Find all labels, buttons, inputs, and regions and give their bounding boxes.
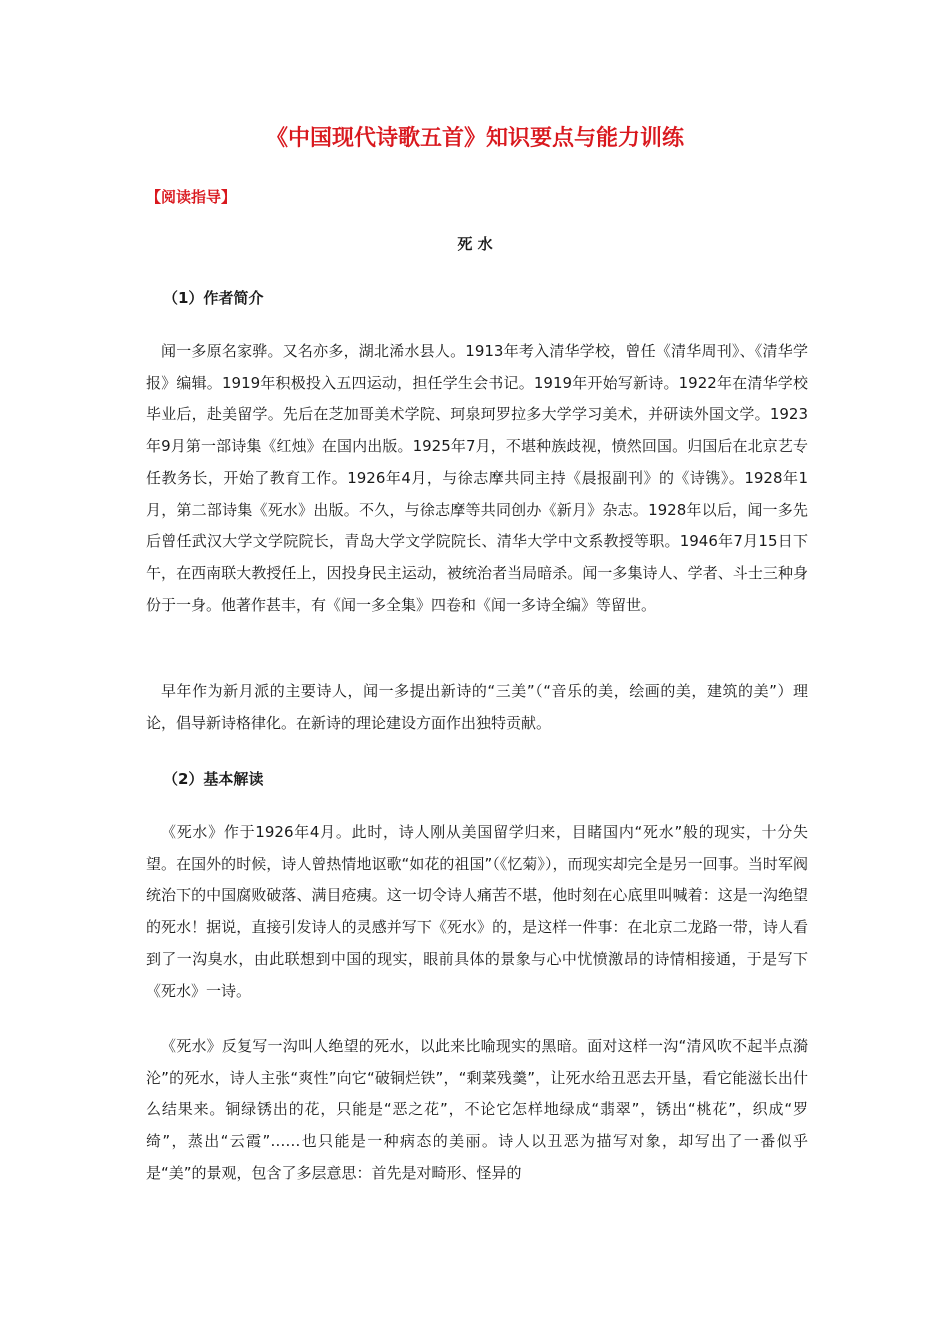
analysis-paragraph: 《死水》反复写一沟叫人绝望的死水，以此来比喻现实的黑暗。面对这样一沟“清风吹不起半点漪沦”的死水，诗人主张“爽性”向它“破铜烂铁”，“剩菜残羹”，让死水给丑恶去开垦，看它能滋长出什么结果来。铜绿锈出的花，只能是“恶之花”，不论它怎样地绿成“翡翠”，锈出“桃花”，织成“罗绮”，蒸出“云霞”……也只能是一种病态的美丽。诗人以丑恶为描写对象，却写出了一番似乎是“美”的景观，包含了多层意思：首先是对畸形、怪异的 (146, 1037, 808, 1182)
background-paragraph: 《死水》作于1926年4月。此时，诗人刚从美国留学归来，目睹国内“死水”般的现实，十分失望。在国外的时候，诗人曾热情地讴歌“如花的祖国”（《忆菊》），而现实却完全是另一回事。当时军阀统治下的中国腐败破落、满目疮痍。这一切令诗人痛苦不堪，他时刻在心底里叫喊着：这是一沟绝望的死水！据说，直接引发诗人的灵感并写下《死水》的，是这样一件事：在北京二龙路一带，诗人看到了一沟臭水，由此联想到中国的现实，眼前具体的景象与心中忧愤激昂的诗情相接通，于是写下《死水》一诗。 (146, 823, 808, 1000)
document-title: 《中国现代诗歌五首》知识要点与能力训练 (265, 126, 684, 151)
section-heading-author: （1）作者简介 (163, 289, 264, 307)
author-bio-paragraph: 闻一多原名家骅。又名亦多，湖北浠水县人。1913年考入清华学校，曾任《清华周刊》、《清华学报》编辑。1919年积极投入五四运动，担任学生会书记。1919年开始写新诗。1922年在清华学校毕业后，赴美留学。先后在芝加哥美术学院、珂泉珂罗拉多大学学习美术，并研读外国文学。1923年9月第一部诗集《红烛》在国内出版。1925年7月，不堪种族歧视，愤然回国。归国后在北京艺专任教务长，开始了教育工作。1926年4月，与徐志摩共同主持《晨报副刊》的《诗镌》。1928年1月，第二部诗集《死水》出版。不久，与徐志摩等共同创办《新月》杂志。1928年以后，闻一多先后曾任武汉大学文学院院长，青岛大学文学院院长、清华大学中文系教授等职。1946年7月15日下午，在西南联大教授任上，因投身民主运动，被统治者当局暗杀。闻一多集诗人、学者、斗士三种身份于一身。他著作甚丰，有《闻一多全集》四卷和《闻一多诗全编》等留世。 (146, 342, 808, 614)
theory-paragraph: 早年作为新月派的主要诗人，闻一多提出新诗的“三美”（“音乐的美，绘画的美，建筑的美”）理论，倡导新诗格律化。在新诗的理论建设方面作出独特贡献。 (146, 682, 808, 732)
poem-title: 死 水 (457, 235, 493, 253)
reading-guide-label: 【阅读指导】 (146, 188, 237, 206)
section-heading-interpretation: （2）基本解读 (163, 770, 264, 788)
